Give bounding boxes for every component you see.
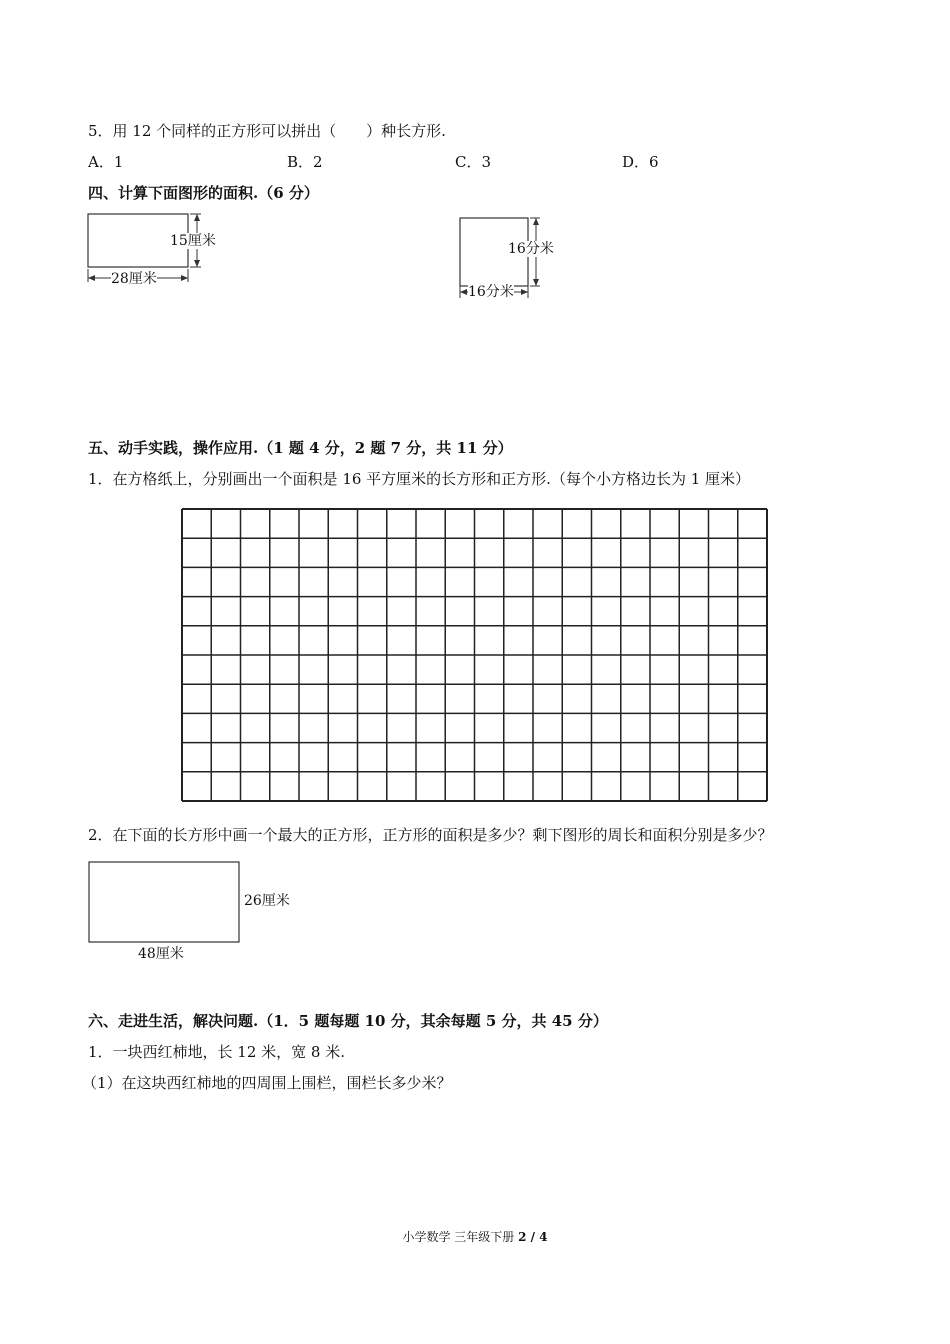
- page-number: 2 / 4: [518, 1230, 548, 1244]
- section-6-question-1: 1．一块西红柿地，长 12 米，宽 8 米.: [88, 1043, 346, 1061]
- fig3-width-label: 48厘米: [138, 946, 184, 962]
- section-5-question-1: 1．在方格纸上，分别画出一个面积是 16 平方厘米的长方形和正方形.（每个小方格边长为 1 厘米）: [88, 470, 751, 488]
- fig1-width-label: 28厘米: [111, 271, 157, 287]
- option-d: D．6: [622, 153, 659, 171]
- rectangle-figure-3: [86, 858, 306, 968]
- option-b: B．2: [287, 153, 323, 171]
- footer-subject: 小学数学 三年级下册: [402, 1230, 519, 1244]
- section-5-title: 五、动手实践，操作应用.（1 题 4 分，2 题 7 分，共 11 分）: [88, 439, 513, 457]
- square-figure-2: [458, 214, 578, 304]
- fig1-height-label: 15厘米: [170, 233, 216, 249]
- rectangle-figure-3-drawing: [86, 858, 306, 968]
- grid-paper: [181, 508, 768, 802]
- question-5-stem: 5．用 12 个同样的正方形可以拼出（ ）种长方形.: [88, 122, 446, 140]
- option-c: C．3: [455, 153, 492, 171]
- section-5-question-2: 2．在下面的长方形中画一个最大的正方形，正方形的面积是多少？剩下图形的周长和面积分别是多少？: [88, 826, 773, 844]
- fig2-width-label: 16分米: [468, 284, 514, 300]
- section-6-title: 六、走进生活，解决问题.（1．5 题每题 10 分，其余每题 5 分，共 45 分）: [88, 1012, 608, 1030]
- section-4-title: 四、计算下面图形的面积.（6 分）: [88, 184, 319, 202]
- fig3-height-label: 26厘米: [244, 893, 290, 909]
- page-footer: [0, 1228, 950, 1245]
- option-a: A．1: [88, 153, 124, 171]
- rectangle-figure-1: [86, 210, 226, 290]
- section-6-question-1-part-1: （1）在这块西红柿地的四周围上围栏，围栏长多少米？: [82, 1074, 452, 1092]
- fig2-height-label: 16分米: [508, 241, 554, 257]
